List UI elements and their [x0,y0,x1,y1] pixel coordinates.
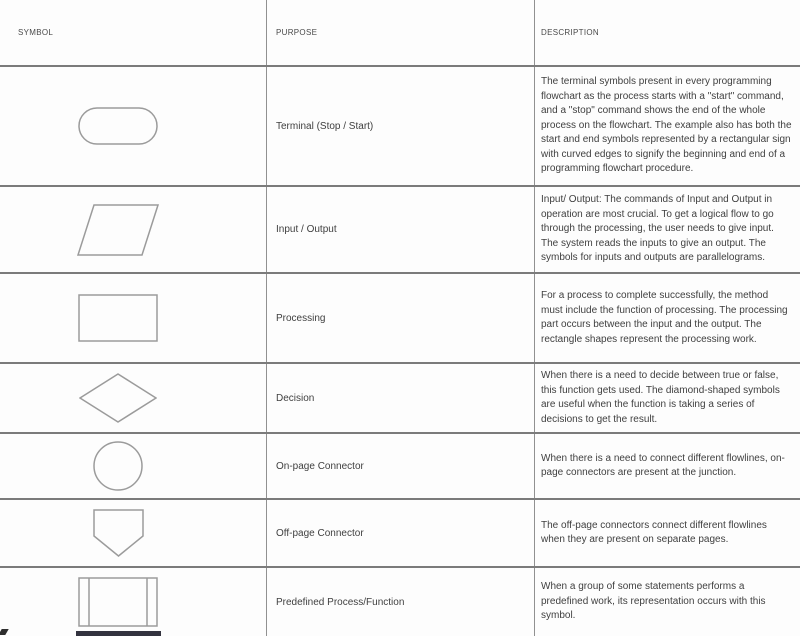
table-row [0,65,800,185]
purpose-cell: On-page Connector [267,434,535,498]
symbol-cell [0,187,267,272]
column-header-symbol: SYMBOL [0,0,267,65]
processing-rectangle-icon [78,294,158,342]
table-header-row [0,0,800,65]
purpose-cell: Off-page Connector [267,500,535,566]
description-cell: For a process to complete successfully, the method must include the function of processing. The processing part occurs between the input and the output. The rectangle shapes represent the processing work. [541,290,788,345]
description-cell: When a group of some statements performs a predefined work, its representation occurs with this symbol. [541,581,766,622]
terminal-stadium-icon [78,107,158,145]
table-row [0,185,800,272]
description-cell: The terminal symbols present in every programming flowchart as the process starts with a "start" command, and a "stop" command shows the end of the whole process on the flowchart. The example also has both the start and end symbols represented by a rectangular sign with curved edges to signify the beginning and end of a programming flowchart procedure. [541,76,792,175]
symbol-cell [0,364,267,432]
column-header-purpose: PURPOSE [267,0,535,65]
off-page-connector-pentagon-icon [93,509,144,557]
description-cell: When there is a need to connect different flowlines, on-page connectors are present at the junction. [541,452,785,478]
table-row [0,432,800,498]
purpose-cell: Terminal (Stop / Start) [267,67,535,185]
description-cell: Input/ Output: The commands of Input and Output in operation are most crucial. To get a logical flow to go through the processing, the user needs to give input. The system reads the inputs to give an output. The symbols for inputs and outputs are parallelograms. [541,194,774,264]
symbol-cell [0,434,267,498]
predefined-process-icon [78,577,158,627]
table-row [0,272,800,362]
symbol-cell [0,67,267,185]
cropped-bottom-bar [76,631,161,636]
description-cell: The off-page connectors connect different flowlines when they are present on separate pages. [541,519,767,545]
description-cell: When there is a need to decide between true or false, this function gets used. The diamond-shaped symbols are useful when the function is taking a series of decisions to get the result. [541,370,780,425]
table-row [0,362,800,432]
table-row [0,498,800,566]
on-page-connector-circle-icon [93,441,143,491]
column-header-description: DESCRIPTION [541,28,599,37]
purpose-cell: Input / Output [267,187,535,272]
symbol-cell [0,274,267,362]
table-row [0,566,800,636]
symbol-cell [0,500,267,566]
purpose-cell: Decision [267,364,535,432]
decision-diamond-icon [79,373,157,423]
purpose-cell: Processing [267,274,535,362]
symbol-cell [0,568,267,636]
purpose-cell: Predefined Process/Function [267,568,535,636]
input-output-parallelogram-icon [77,204,159,256]
